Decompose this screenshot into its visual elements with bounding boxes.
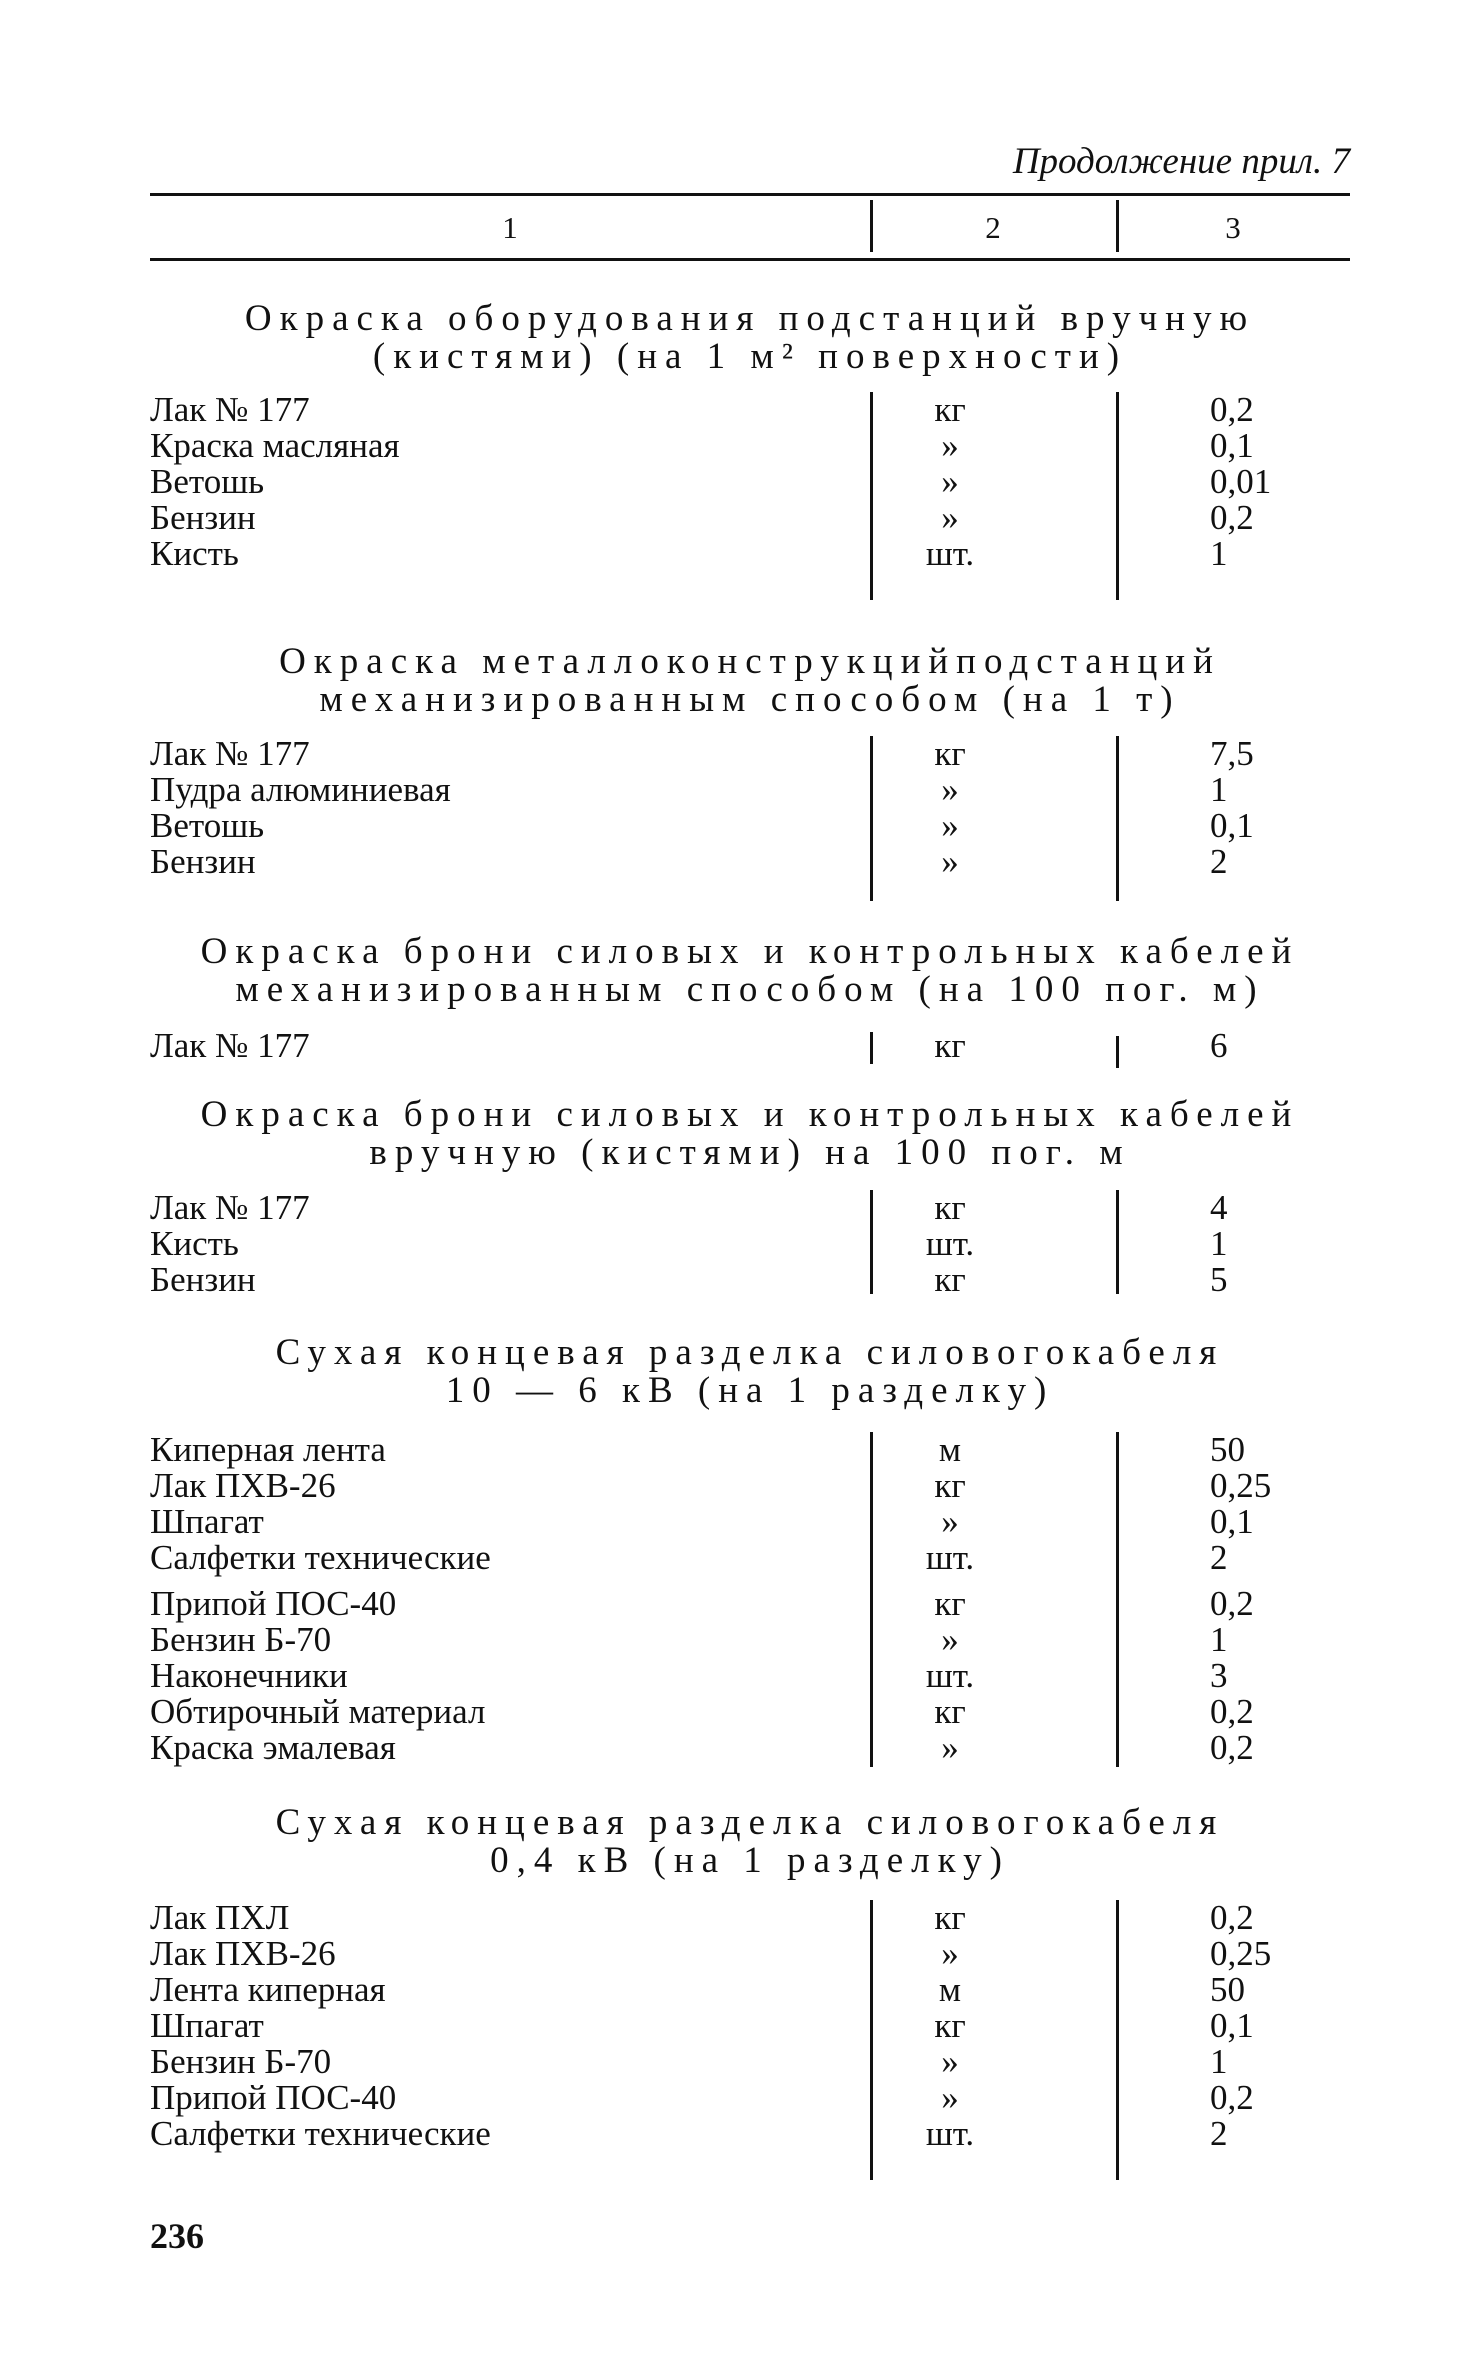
quantity: 0,2 — [1210, 1584, 1254, 1623]
section-heading — [150, 300, 1350, 376]
section-heading-line: вручную (кистями) на 100 пог. м — [369, 1132, 1131, 1173]
table-row — [150, 1730, 1350, 1766]
unit: » — [941, 2078, 959, 2117]
table-row — [150, 1432, 1350, 1468]
section-heading-line: Окраска брони силовых и контрольных кабелей — [200, 931, 1300, 972]
table-row — [150, 1190, 1350, 1226]
quantity: 1 — [1210, 1620, 1228, 1659]
unit: кг — [934, 1260, 966, 1299]
section-heading-line: Сухая концевая разделка силовогокабеля — [275, 1332, 1225, 1373]
material-name: Краска эмалевая — [150, 1728, 396, 1767]
material-name: Шпагат — [150, 2006, 264, 2045]
table-row — [150, 1936, 1350, 1972]
material-name: Лак ПХВ-26 — [150, 1934, 336, 1973]
table-top-rule — [150, 193, 1350, 196]
quantity: 0,01 — [1210, 462, 1272, 501]
unit: шт. — [925, 1224, 975, 1263]
material-name: Кисть — [150, 1224, 239, 1263]
unit: м — [938, 1970, 962, 2009]
unit: шт. — [925, 1538, 975, 1577]
running-head: Продолжение прил. 7 — [1012, 141, 1350, 182]
column-header-3: 3 — [1225, 210, 1241, 245]
unit: кг — [934, 1898, 966, 1937]
material-name: Лак ПХВ-26 — [150, 1466, 336, 1505]
unit: » — [941, 806, 959, 845]
unit: » — [941, 1620, 959, 1659]
section-heading-line: Окраска металлоконструкцийподстанций — [279, 641, 1221, 682]
quantity: 4 — [1210, 1188, 1228, 1227]
unit: кг — [934, 1188, 966, 1227]
quantity: 50 — [1210, 1970, 1245, 2009]
material-name: Лак № 177 — [150, 390, 310, 429]
table-row — [150, 1694, 1350, 1730]
material-name: Салфетки технические — [150, 1538, 491, 1577]
quantity: 1 — [1210, 770, 1228, 809]
quantity: 0,2 — [1210, 2078, 1254, 2117]
material-name: Кисть — [150, 534, 239, 573]
quantity: 0,1 — [1210, 2006, 1254, 2045]
table-row — [150, 1972, 1350, 2008]
quantity: 0,25 — [1210, 1466, 1272, 1505]
material-name: Лак ПХЛ — [150, 1898, 290, 1937]
section-heading-line: механизированным способом (на 1 т) — [319, 679, 1181, 720]
section-heading-line: Окраска брони силовых и контрольных кабелей — [200, 1094, 1300, 1135]
quantity: 0,2 — [1210, 390, 1254, 429]
unit: шт. — [925, 2114, 975, 2153]
quantity: 0,25 — [1210, 1934, 1272, 1973]
unit: » — [941, 770, 959, 809]
unit: » — [941, 1934, 959, 1973]
quantity: 2 — [1210, 842, 1228, 881]
section-heading-line: 10 — 6 кВ (на 1 разделку) — [445, 1370, 1055, 1411]
table-row — [150, 1504, 1350, 1540]
unit: кг — [934, 1692, 966, 1731]
unit: » — [941, 462, 959, 501]
column-divider — [870, 200, 873, 252]
unit: » — [941, 1728, 959, 1767]
table-row — [150, 428, 1350, 464]
quantity: 3 — [1210, 1656, 1228, 1695]
table-row — [150, 736, 1350, 772]
table-row — [150, 1468, 1350, 1504]
unit: шт. — [925, 1656, 975, 1695]
material-name: Припой ПОС-40 — [150, 1584, 397, 1623]
table-row — [150, 2044, 1350, 2080]
quantity: 0,2 — [1210, 1692, 1254, 1731]
table-row — [150, 392, 1350, 428]
table-row — [150, 1900, 1350, 1936]
unit: м — [938, 1430, 962, 1469]
quantity: 2 — [1210, 2114, 1228, 2153]
section-heading-line: механизированным способом (на 100 пог. м) — [235, 969, 1265, 1010]
material-name: Шпагат — [150, 1502, 264, 1541]
quantity: 0,1 — [1210, 1502, 1254, 1541]
unit: » — [941, 1502, 959, 1541]
unit: кг — [934, 390, 966, 429]
quantity: 2 — [1210, 1538, 1228, 1577]
section-heading-line: Сухая концевая разделка силовогокабеля — [275, 1802, 1225, 1843]
material-name: Пудра алюминиевая — [150, 770, 451, 809]
section-heading-line: Окраска оборудования подстанций вручную — [244, 298, 1256, 339]
unit: кг — [934, 734, 966, 773]
material-name: Киперная лента — [150, 1430, 386, 1469]
table-row — [150, 1028, 1350, 1064]
table-row — [150, 464, 1350, 500]
material-name: Наконечники — [150, 1656, 348, 1695]
quantity: 1 — [1210, 2042, 1228, 2081]
table-row — [150, 772, 1350, 808]
quantity: 5 — [1210, 1260, 1228, 1299]
section-heading — [150, 933, 1350, 1009]
column-divider — [1116, 200, 1119, 252]
table-row — [150, 2116, 1350, 2152]
material-name: Краска масляная — [150, 426, 400, 465]
section-heading-line: (кистями) (на 1 м² поверхности) — [372, 336, 1128, 377]
column-header-2: 2 — [985, 210, 1001, 245]
unit: кг — [934, 1026, 966, 1065]
table-row — [150, 808, 1350, 844]
unit: кг — [934, 1466, 966, 1505]
table-row — [150, 1586, 1350, 1622]
quantity: 1 — [1210, 534, 1228, 573]
material-name: Салфетки технические — [150, 2114, 491, 2153]
quantity: 0,2 — [1210, 1898, 1254, 1937]
column-header-1: 1 — [502, 210, 518, 245]
page-number: 236 — [150, 2216, 204, 2256]
material-name: Бензин — [150, 1260, 256, 1299]
unit: » — [941, 498, 959, 537]
section-heading — [150, 643, 1350, 719]
quantity: 50 — [1210, 1430, 1245, 1469]
material-name: Лак № 177 — [150, 1188, 310, 1227]
table-row — [150, 500, 1350, 536]
material-name: Лента киперная — [150, 1970, 386, 2009]
table-row — [150, 2080, 1350, 2116]
table-row — [150, 2008, 1350, 2044]
table-row — [150, 1226, 1350, 1262]
table-header-rule — [150, 258, 1350, 261]
unit: шт. — [925, 534, 975, 573]
unit: » — [941, 426, 959, 465]
unit: кг — [934, 2006, 966, 2045]
quantity: 0,1 — [1210, 806, 1254, 845]
section-heading — [150, 1334, 1350, 1410]
quantity: 7,5 — [1210, 734, 1254, 773]
section-heading — [150, 1804, 1350, 1880]
table-row — [150, 844, 1350, 880]
table-row — [150, 1622, 1350, 1658]
table-row — [150, 1540, 1350, 1576]
material-name: Бензин Б-70 — [150, 2042, 332, 2081]
quantity: 0,2 — [1210, 498, 1254, 537]
table-row — [150, 1262, 1350, 1298]
unit: кг — [934, 1584, 966, 1623]
material-name: Бензин — [150, 842, 256, 881]
material-name: Бензин — [150, 498, 256, 537]
material-name: Лак № 177 — [150, 734, 310, 773]
material-name: Ветошь — [150, 806, 265, 845]
table-row — [150, 1658, 1350, 1694]
quantity: 6 — [1210, 1026, 1228, 1065]
unit: » — [941, 2042, 959, 2081]
unit: » — [941, 842, 959, 881]
material-name: Ветошь — [150, 462, 265, 501]
section-heading — [150, 1096, 1350, 1172]
material-name: Лак № 177 — [150, 1026, 310, 1065]
table-row — [150, 536, 1350, 572]
quantity: 0,2 — [1210, 1728, 1254, 1767]
material-name: Обтирочный материал — [150, 1692, 486, 1731]
quantity: 1 — [1210, 1224, 1228, 1263]
section-heading-line: 0,4 кВ (на 1 разделку) — [490, 1840, 1010, 1881]
material-name: Бензин Б-70 — [150, 1620, 332, 1659]
material-name: Припой ПОС-40 — [150, 2078, 397, 2117]
quantity: 0,1 — [1210, 426, 1254, 465]
